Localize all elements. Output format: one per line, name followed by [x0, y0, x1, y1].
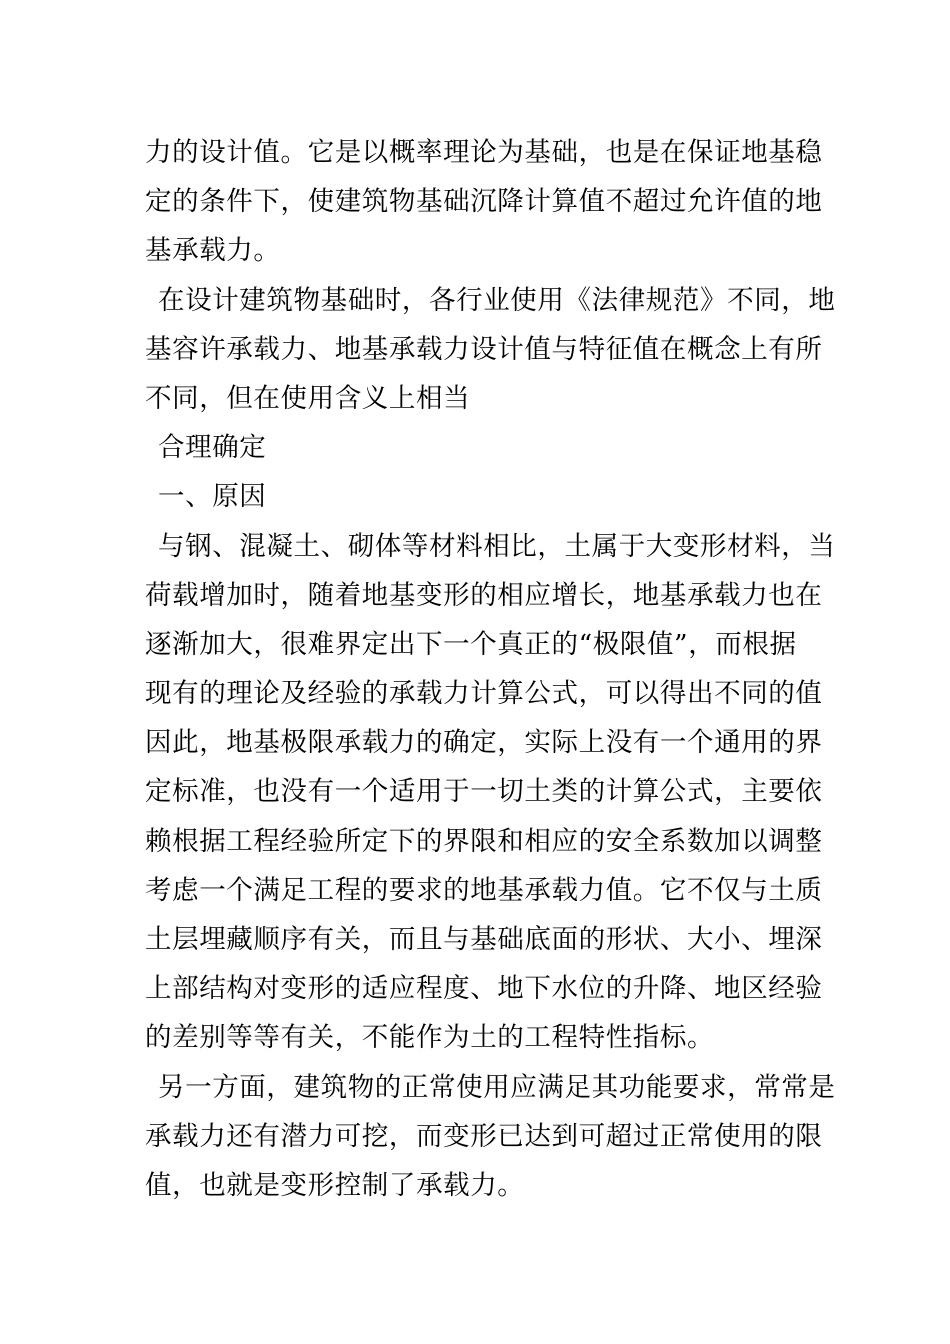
text-line: 上部结构对变形的适应程度、地下水位的升降、地区经验 — [145, 973, 823, 1005]
text-line: 现有的理论及经验的承载力计算公式，可以得出不同的值 — [145, 678, 823, 710]
text-line: 土层埋藏顺序有关，而且与基础底面的形状、大小、埋深 — [145, 924, 823, 955]
text-line: 荷载增加时，随着地基变形的相应增长，地基承载力也在 — [145, 579, 823, 611]
paragraph-start-line: 另一方面，建筑物的正常使用应满足其功能要求，常常是 — [158, 1071, 836, 1103]
text-line: 的差别等等有关，不能作为土的工程特性指标。 — [145, 1022, 715, 1054]
text-line: 基承载力。 — [145, 235, 281, 267]
text-line: 定的条件下，使建筑物基础沉降计算值不超过允许值的地 — [145, 186, 823, 218]
paragraph-start-line: 在设计建筑物基础时，各行业使用《法律规范》不同，地 — [158, 284, 836, 316]
text-line: 力的设计值。它是以概率理论为基础，也是在保证地基稳 — [145, 137, 823, 168]
text-line: 值，也就是变形控制了承载力。 — [145, 1169, 525, 1201]
text-line: 赖根据工程经验所定下的界限和相应的安全系数加以调整 — [145, 825, 823, 857]
text-line: 不同，但在使用含义上相当 — [145, 382, 471, 414]
text-line: 定标准，也没有一个适用于一切土类的计算公式，主要依 — [145, 776, 823, 808]
document-body — [145, 128, 836, 1210]
paragraph-start-line: 与钢、混凝土、砌体等材料相比，土属于大变形材料，当 — [158, 530, 836, 562]
text-line: 考虑一个满足工程的要求的地基承载力值。它不仅与土质 — [145, 874, 823, 906]
text-line: 逐渐加大，很难界定出下一个真正的“极限值”，而根据 — [145, 628, 797, 660]
subsection-heading: 一、原因 — [158, 481, 267, 513]
text-line: 因此，地基极限承载力的确定，实际上没有一个通用的界 — [145, 727, 823, 759]
text-line: 基容许承载力、地基承载力设计值与特征值在概念上有所 — [145, 333, 823, 365]
section-heading: 合理确定 — [158, 432, 267, 464]
text-line: 承载力还有潜力可挖，而变形已达到可超过正常使用的限 — [145, 1120, 823, 1152]
